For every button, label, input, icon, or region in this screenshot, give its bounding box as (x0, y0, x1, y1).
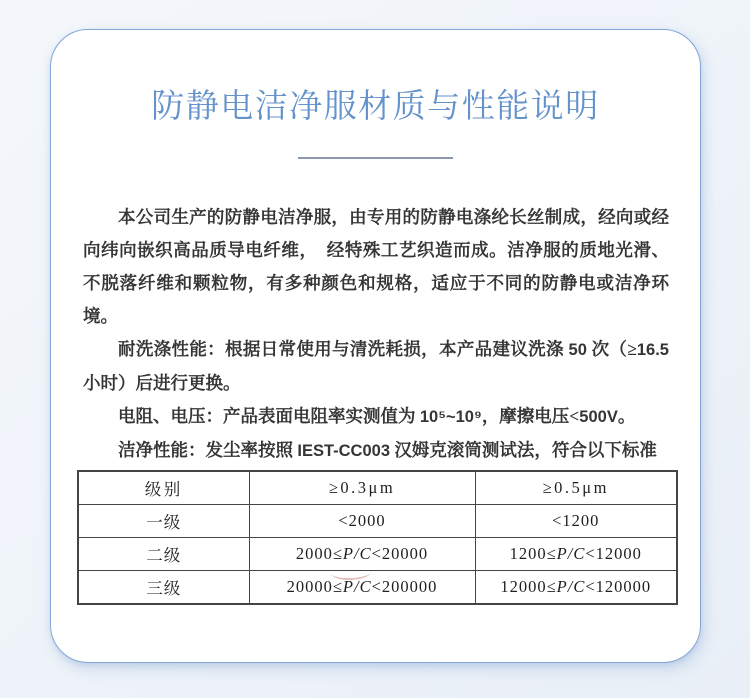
paragraph-clean-performance: 洁净性能：发尘率按照 IEST-CC003 汉姆克滚筒测试法，符合以下标准 (118, 440, 657, 460)
cell-level: 一级 (78, 505, 249, 538)
cell-value-03: <2000 (249, 505, 475, 538)
title-divider (298, 157, 453, 159)
dust-emission-spec-table (77, 470, 678, 605)
content-card (50, 29, 701, 663)
cell-level: 三级 (78, 571, 249, 605)
cell-value-05: <1200 (475, 505, 677, 538)
paragraph-intro: 本公司生产的防静电洁净服，由专用的防静电涤纶长丝制成，经向或经向纬向嵌织高品质导电纤维， 经特殊工艺织造而成。洁净服的质地光滑、不脱落纤维和颗粒物，有多种颜色和规格，适应于不同的防静电或洁净环境。 (83, 207, 669, 326)
table-row-level-2 (78, 538, 677, 571)
cell-value-05: 12000≤P/C<120000 (475, 571, 677, 605)
body-text (83, 201, 669, 468)
cell-level: 二级 (78, 538, 249, 571)
header-ge-05um: ≥0.5μm (475, 471, 677, 505)
cell-value-03: 20000≤P/C<200000 (249, 571, 475, 605)
paragraph-wash-performance: 耐洗涤性能：根据日常使用与清洗耗损，本产品建议洗涤 50 次（≥16.5 小时）后进行更换。 (83, 339, 669, 393)
table-header-row (78, 471, 677, 505)
header-ge-03um: ≥0.3μm (249, 471, 475, 505)
header-level: 级别 (78, 471, 249, 505)
cell-value-03: 2000≤P/C<20000 (249, 538, 475, 571)
table-row-level-1 (78, 505, 677, 538)
paragraph-resistance-voltage: 电阻、电压：产品表面电阻率实测值为 10⁵~10⁹，摩擦电压<500V。 (118, 406, 636, 426)
table-row-level-3 (78, 571, 677, 605)
cell-value-05: 1200≤P/C<12000 (475, 538, 677, 571)
page-title: 防静电洁净服材质与性能说明 (151, 86, 600, 125)
